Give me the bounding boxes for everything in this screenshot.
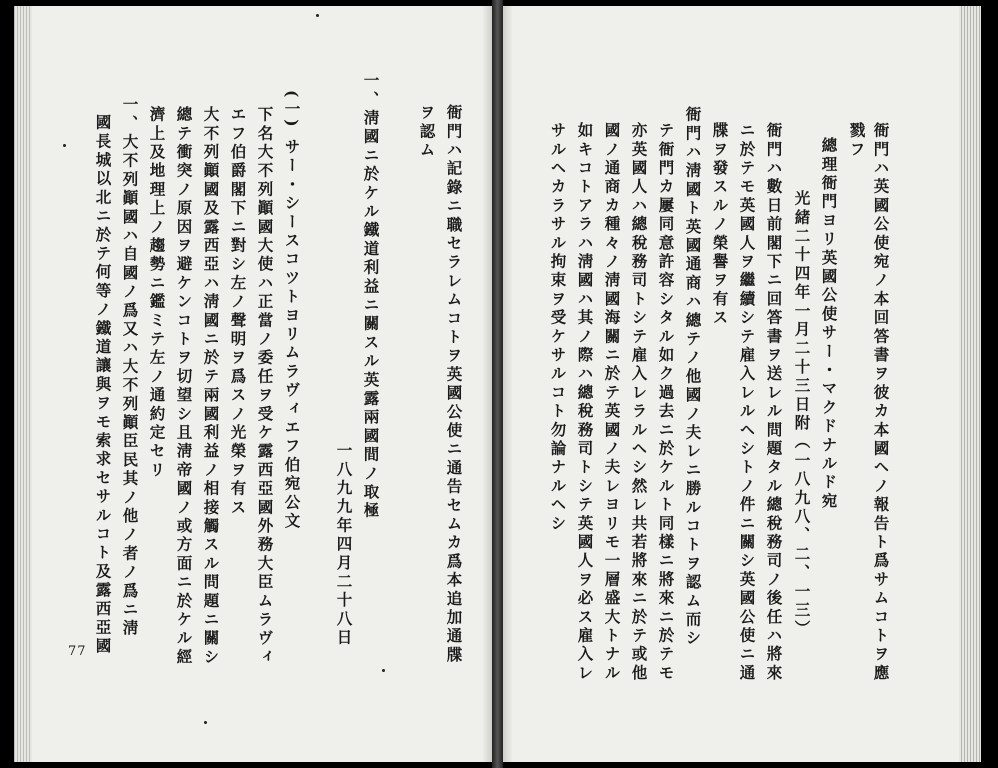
date-line: 一八九九年四月二十八日 bbox=[334, 442, 354, 648]
text-column-l1: 衙門ハ記錄ニ職セラレムコトヲ英國公使ニ通告セムカ爲本追加通牒 bbox=[444, 104, 464, 665]
print-speck bbox=[382, 669, 385, 672]
text-column-l9: 總テ衝突ノ原因ヲ避ケンコトヲ切望シ且淸帝國ノ或方面ニ於ケル經 bbox=[174, 106, 194, 667]
text-column-l11: 一、大不列顚國ハ自國ノ爲又ハ大不列顚臣民其ノ他ノ者ノ爲ニ淸 bbox=[120, 96, 140, 639]
section-heading: 一、淸國ニ於ケル鐵道利益ニ關スル英露兩國間ノ取極 bbox=[361, 72, 381, 521]
page-edge bbox=[959, 6, 981, 762]
page-edge bbox=[14, 6, 32, 762]
text-column-l8: 大不列顚國及露西亞ハ淸國ニ於テ兩國利益ノ相接觸スル問題ニ關シ bbox=[201, 106, 221, 667]
text-column-r10: 亦英國人ハ總稅務司トシテ雇入レラルヘシ然レ共若將來ニ於テ或他 bbox=[629, 122, 649, 683]
text-column-r8: 衙門ハ淸國ト英國通商ハ總テノ他國ノ夫レニ勝ルコトヲ認ム而シ bbox=[683, 106, 703, 649]
text-column-r9: テ衙門カ屢同意許容シタル如ク過去ニ於ケルト同樣ニ將來ニ於テモ bbox=[656, 122, 676, 683]
gutter-shadow bbox=[503, 6, 513, 762]
text-column-r7: 牒ヲ發スルノ榮譽ヲ有ス bbox=[710, 122, 730, 328]
book-spine bbox=[492, 0, 503, 768]
right-page bbox=[503, 6, 981, 762]
text-column-r1: 衙門ハ英國公使宛ノ本回答書ヲ彼カ本國ヘノ報告ト爲サムコトヲ應 bbox=[871, 122, 891, 683]
text-column-l6: 下名大不列顚國大使ハ正當ノ委任ヲ受ケ露西亞國外務大臣ムラヴィ bbox=[255, 106, 275, 667]
text-column-r3: 總理衙門ヨリ英國公使サー・マクドナルド宛 bbox=[819, 137, 839, 511]
text-column-l5: (一) サー・シースコツトヨリムラヴィエフ伯宛公文 bbox=[282, 90, 302, 532]
print-speck bbox=[63, 144, 66, 147]
text-column-l2: ヲ認ム bbox=[417, 104, 437, 161]
text-column-r12: 如キコトアラハ淸國ハ其ノ際ハ總稅務司トシテ英國人ヲ必ス雇入レ bbox=[575, 122, 595, 683]
text-column-r13: サルヘカラサル拘束ヲ受ケサルコト勿論ナルヘシ bbox=[548, 122, 568, 534]
text-column-l7: エフ伯爵閣下ニ對シ左ノ聲明ヲ爲スノ光榮ヲ有ス bbox=[228, 106, 248, 518]
text-column-r2: 戮フ bbox=[847, 122, 867, 160]
print-speck bbox=[316, 14, 319, 17]
text-column-r4: 光緒二十四年一月二十三日附（一八九八、二、一三） bbox=[792, 190, 812, 639]
text-column-l12: 國長城以北ニ於テ何等ノ鐵道讓與ヲモ索求セサルコト及露西亞國 bbox=[93, 114, 113, 657]
gutter-shadow bbox=[482, 6, 492, 762]
text-column-r5: 衙門ハ數日前閣下ニ回答書ヲ送レル問題タル總稅務司ノ後任ハ將來 bbox=[764, 122, 784, 683]
page-number: 77 bbox=[68, 644, 87, 659]
text-column-l10: 濟上及地理上ノ趨勢ニ鑑ミテ左ノ通約定セリ bbox=[147, 106, 167, 480]
text-column-r6: ニ於テモ英國人ヲ繼續シテ雇入レルヘシトノ件ニ關シ英國公使ニ通 bbox=[737, 122, 757, 683]
print-speck bbox=[204, 721, 207, 724]
left-page bbox=[14, 6, 492, 762]
text-column-r11: 國ノ通商カ種々ノ淸國海關ニ於テ英國ノ夫レヨリモ一層盛大トナル bbox=[602, 122, 622, 683]
